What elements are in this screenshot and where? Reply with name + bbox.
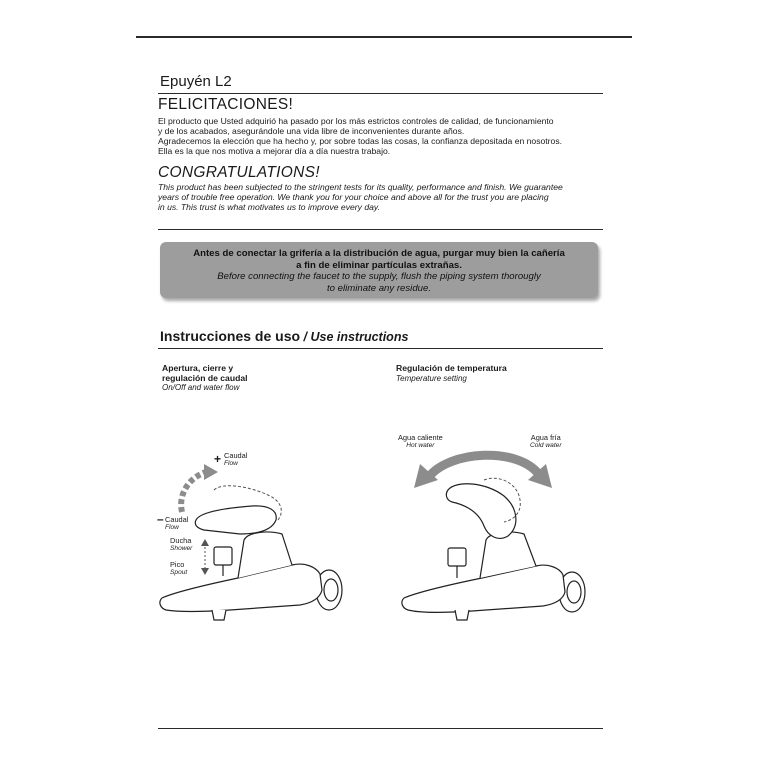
flow-plus-sign: + xyxy=(214,452,222,466)
flow-minus-sign: – xyxy=(157,512,164,526)
felicitaciones-line: El producto que Usted adquirió ha pasado por los más estrictos controles de calidad, de funcionamiento xyxy=(158,116,554,126)
note-en-line: to eliminate any residue. xyxy=(327,282,431,294)
hot-water-en: Hot water xyxy=(406,442,435,449)
congratulations-heading: CONGRATULATIONS! xyxy=(158,164,320,181)
faucet-outline xyxy=(402,484,585,620)
diverter-knob xyxy=(448,548,466,566)
felicitaciones-heading: FELICITACIONES! xyxy=(158,96,294,113)
left-caption-es-1: Apertura, cierre y xyxy=(162,363,234,373)
hot-water-es: Agua caliente xyxy=(398,433,443,442)
spout-outlet xyxy=(455,610,469,620)
shower-es: Ducha xyxy=(170,536,192,545)
wall-escutcheon-inner xyxy=(567,581,581,603)
right-caption-es: Regulación de temperatura xyxy=(396,363,507,373)
flow-plus-en: Flow xyxy=(224,460,238,467)
felicitaciones-line: Ella es la que nos motiva a mejorar día a día nuestra trabajo. xyxy=(158,146,391,156)
right-caption-en: Temperature setting xyxy=(396,373,467,383)
shower-en: Shower xyxy=(170,545,193,552)
temperature-arc-arrow xyxy=(428,455,540,478)
note-en-line: Before connecting the faucet to the supply, flush the piping system thorougly xyxy=(217,271,541,282)
instructions-title-en: Use instructions xyxy=(310,330,409,344)
flow-minus-es: Caudal xyxy=(165,515,189,524)
left-caption-es-2: regulación de caudal xyxy=(162,372,248,383)
note-es-line: a fin de eliminar partículas extrañas. xyxy=(296,259,462,271)
left-caption-en: On/Off and water flow xyxy=(162,383,240,392)
cold-water-en: Cold water xyxy=(530,442,562,449)
congratulations-line: in us. This trust is what motivates us to improve every day. xyxy=(158,202,380,212)
felicitaciones-line: Agradecemos la elección que ha hecho y, por sobre todas las cosas, la confianza depositada en nosotros. xyxy=(158,136,562,146)
lever-handle xyxy=(446,484,516,539)
spout-en: Spout xyxy=(170,569,188,576)
congratulations-line: years of trouble free operation. We thank you for your choice and above all for the trust you are placing xyxy=(158,192,549,202)
note-es-line: Antes de conectar la grifería a la distribución de agua, purgar muy bien la cañería xyxy=(193,248,565,259)
product-title: Epuyén L2 xyxy=(160,73,232,90)
flow-minus-en: Flow xyxy=(165,524,179,531)
felicitaciones-line: y de los acabados, asegurándole una vida libre de inconvenientes durante años. xyxy=(158,126,465,136)
instructions-title-es: Instrucciones de uso xyxy=(160,328,301,344)
instructions-title-separator: / xyxy=(300,330,311,344)
cold-water-es: Agua fría xyxy=(530,433,561,442)
spout-es: Pico xyxy=(170,560,185,569)
flow-plus-es: Caudal xyxy=(224,451,248,460)
congratulations-line: This product has been subjected to the stringent tests for its quality, performance and finish. We guarantee xyxy=(158,182,563,192)
